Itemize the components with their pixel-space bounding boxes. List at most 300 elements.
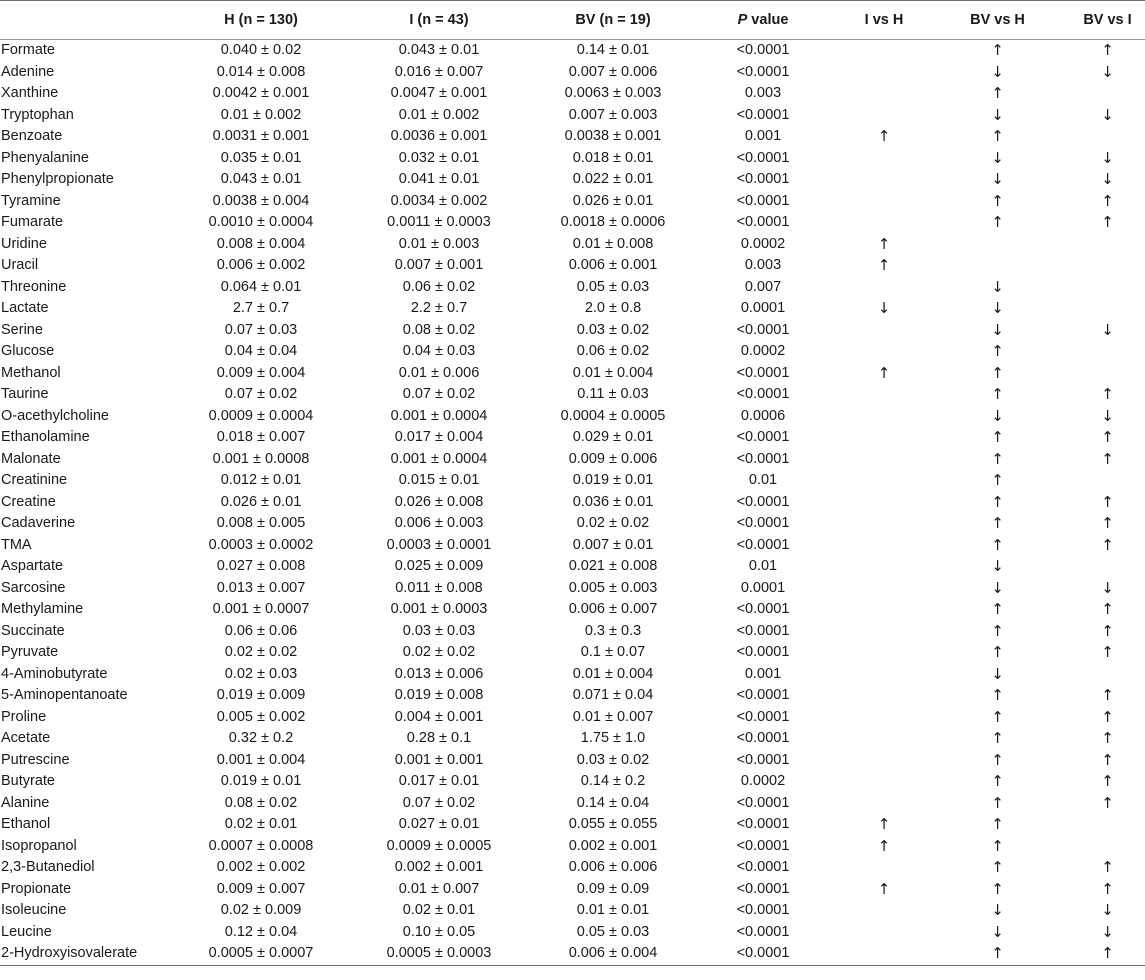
group-i-value: 0.013 ± 0.006 <box>394 665 484 682</box>
group-i-value: 0.017 ± 0.01 <box>398 773 480 789</box>
table-row <box>0 943 1145 965</box>
i-vs-h-arrow: ↑ <box>877 879 891 898</box>
group-bv-value: 0.055 ± 0.055 <box>568 816 658 832</box>
group-i-value: 0.017 ± 0.004 <box>394 429 484 445</box>
group-i-value: 0.002 ± 0.001 <box>394 859 484 875</box>
p-value: 0.001 <box>744 665 782 682</box>
i-vs-h-arrow <box>828 943 940 965</box>
metabolite-name: 2,3-Butanediol <box>1 859 95 875</box>
bv-vs-h-arrow: ↑ <box>991 428 1004 446</box>
i-vs-h-arrow <box>828 728 940 750</box>
table-row <box>0 298 1145 320</box>
p-value: <0.0001 <box>736 601 790 617</box>
group-i-value: 0.04 ± 0.03 <box>402 343 476 359</box>
i-vs-h-arrow <box>828 384 940 406</box>
p-value: <0.0001 <box>736 536 790 553</box>
bv-vs-i-arrow: ↑ <box>1101 449 1114 468</box>
bv-vs-i-arrow: ↑ <box>1101 729 1114 747</box>
group-h-value: 0.0007 ± 0.0008 <box>208 837 314 854</box>
metabolite-name: Serine <box>1 321 43 338</box>
group-i-value: 0.001 ± 0.0004 <box>390 450 488 467</box>
bv-vs-h-arrow: ↑ <box>991 471 1004 489</box>
bv-vs-h-arrow: ↑ <box>991 600 1004 618</box>
p-value: 0.0002 <box>740 773 786 789</box>
table-row <box>0 191 1145 213</box>
table-row <box>0 470 1145 492</box>
group-i-value: 0.0011 ± 0.0003 <box>387 214 491 230</box>
i-vs-h-arrow <box>828 685 940 707</box>
i-vs-h-arrow <box>828 513 940 535</box>
group-h-value: 0.001 ± 0.0008 <box>212 450 310 467</box>
table-row <box>0 449 1145 471</box>
bv-vs-i-arrow <box>1055 470 1145 492</box>
bv-vs-i-arrow: ↓ <box>1101 406 1114 425</box>
table-row <box>0 836 1145 858</box>
group-h-value: 0.040 ± 0.02 <box>220 42 302 58</box>
group-i-value: 0.004 ± 0.001 <box>394 708 484 725</box>
group-bv-value: 0.005 ± 0.003 <box>568 579 658 596</box>
bv-vs-i-arrow: ↓ <box>1101 578 1114 597</box>
i-vs-h-arrow <box>828 664 940 686</box>
bv-vs-h-arrow: ↓ <box>991 901 1004 919</box>
metabolite-name: Phenyalanine <box>1 149 89 166</box>
i-vs-h-arrow <box>828 169 940 191</box>
group-i-value: 0.027 ± 0.01 <box>398 816 480 832</box>
group-h-value: 0.009 ± 0.007 <box>216 880 306 897</box>
bv-vs-i-arrow: ↑ <box>1101 707 1114 726</box>
table-row <box>0 707 1145 729</box>
group-h-value: 0.012 ± 0.01 <box>220 472 302 488</box>
p-value: <0.0001 <box>736 149 790 166</box>
table-row <box>0 169 1145 191</box>
table-row <box>0 685 1145 707</box>
i-vs-h-arrow <box>828 492 940 514</box>
bv-vs-h-arrow: ↓ <box>991 922 1004 941</box>
metabolite-name: Butyrate <box>1 773 55 789</box>
bv-vs-i-arrow: ↑ <box>1101 793 1114 812</box>
p-value: 0.0006 <box>740 407 786 424</box>
group-h-value: 0.02 ± 0.03 <box>224 665 298 682</box>
metabolite-name: O-acethylcholine <box>1 407 109 424</box>
i-vs-h-arrow <box>828 341 940 363</box>
bv-vs-h-arrow: ↑ <box>991 535 1004 554</box>
group-h-value: 0.013 ± 0.007 <box>216 579 306 596</box>
p-value: <0.0001 <box>736 751 790 768</box>
group-bv-value: 0.0004 ± 0.0005 <box>560 407 666 424</box>
metabolite-name: Glucose <box>1 343 55 359</box>
bv-vs-h-arrow: ↑ <box>991 385 1004 403</box>
group-bv-value: 0.026 ± 0.01 <box>572 192 654 209</box>
group-bv-value: 0.03 ± 0.02 <box>576 751 650 768</box>
i-vs-h-arrow <box>828 277 940 299</box>
p-value: 0.0001 <box>740 300 786 316</box>
p-value: <0.0001 <box>736 42 790 58</box>
i-vs-h-arrow <box>828 599 940 621</box>
table-row <box>0 750 1145 772</box>
bv-vs-h-arrow: ↑ <box>991 729 1004 747</box>
group-i-value: 0.02 ± 0.02 <box>402 644 476 660</box>
i-vs-h-arrow <box>828 556 940 578</box>
group-h-value: 0.027 ± 0.008 <box>216 558 306 574</box>
group-bv-value: 0.0038 ± 0.001 <box>564 128 662 144</box>
group-h-value: 0.0010 ± 0.0004 <box>208 214 314 230</box>
group-h-value: 0.08 ± 0.02 <box>224 794 298 811</box>
table-row <box>0 793 1145 815</box>
bv-vs-i-arrow: ↑ <box>1101 492 1114 511</box>
bv-vs-h-arrow: ↑ <box>991 793 1004 812</box>
bv-vs-h-arrow: ↓ <box>991 170 1004 188</box>
metabolite-name: Phenylpropionate <box>1 171 114 187</box>
table-row <box>0 513 1145 535</box>
bv-vs-h-arrow: ↓ <box>991 406 1004 425</box>
table-row <box>0 212 1145 234</box>
bv-vs-h-arrow: ↑ <box>991 858 1004 876</box>
p-value: <0.0001 <box>736 63 790 80</box>
bv-vs-h-arrow: ↑ <box>991 707 1004 726</box>
bv-vs-h-arrow: ↓ <box>991 664 1004 683</box>
bv-vs-i-arrow <box>1055 255 1145 277</box>
table-header <box>0 1 1145 40</box>
i-vs-h-arrow <box>828 771 940 793</box>
p-value: <0.0001 <box>736 687 790 703</box>
i-vs-h-arrow <box>828 621 940 643</box>
bv-vs-i-arrow: ↑ <box>1101 858 1114 876</box>
bv-vs-h-arrow <box>940 255 1055 277</box>
bv-vs-i-arrow: ↑ <box>1101 750 1114 769</box>
group-h-value: 0.064 ± 0.01 <box>220 278 302 295</box>
table-row <box>0 599 1145 621</box>
metabolite-name: Isopropanol <box>1 837 77 854</box>
bv-vs-i-arrow: ↑ <box>1101 643 1114 661</box>
p-value: <0.0001 <box>736 644 790 660</box>
header-p-italic: P <box>737 12 748 28</box>
table-row <box>0 148 1145 170</box>
bv-vs-h-arrow: ↑ <box>991 643 1004 661</box>
table-row <box>0 728 1145 750</box>
bv-vs-h-arrow: ↑ <box>991 213 1004 231</box>
table-row <box>0 406 1145 428</box>
i-vs-h-arrow <box>828 212 940 234</box>
group-i-value: 0.02 ± 0.01 <box>402 902 476 918</box>
group-h-value: 0.035 ± 0.01 <box>220 149 302 166</box>
metabolite-name: Putrescine <box>1 751 70 768</box>
i-vs-h-arrow: ↑ <box>877 836 891 855</box>
metabolite-name: Taurine <box>1 386 49 402</box>
table-row <box>0 771 1145 793</box>
group-i-value: 0.0036 ± 0.001 <box>390 128 488 144</box>
group-i-value: 0.007 ± 0.001 <box>394 257 484 273</box>
group-i-value: 0.0034 ± 0.002 <box>390 192 488 209</box>
group-h-value: 0.009 ± 0.004 <box>216 364 306 381</box>
table-row <box>0 578 1145 600</box>
group-bv-value: 0.06 ± 0.02 <box>576 343 650 359</box>
group-i-value: 0.001 ± 0.0004 <box>390 407 488 424</box>
i-vs-h-arrow <box>828 62 940 84</box>
metabolite-name: Methanol <box>1 364 61 381</box>
p-value: <0.0001 <box>736 493 790 510</box>
p-value: 0.0002 <box>740 343 786 359</box>
group-h-value: 0.32 ± 0.2 <box>228 730 294 746</box>
group-h-value: 0.12 ± 0.04 <box>224 923 298 940</box>
group-i-value: 0.019 ± 0.008 <box>394 687 484 703</box>
bv-vs-h-arrow: ↓ <box>991 320 1004 339</box>
metabolite-name: Cadaverine <box>1 515 76 531</box>
bv-vs-i-arrow: ↑ <box>1101 600 1114 618</box>
group-bv-value: 0.05 ± 0.03 <box>576 923 650 940</box>
group-bv-value: 0.0018 ± 0.0006 <box>560 214 666 230</box>
bv-vs-i-arrow <box>1055 556 1145 578</box>
group-h-value: 0.019 ± 0.009 <box>216 687 306 703</box>
bv-vs-i-arrow: ↑ <box>1101 686 1114 704</box>
bv-vs-i-arrow: ↓ <box>1101 922 1114 941</box>
bv-vs-i-arrow: ↑ <box>1101 772 1114 790</box>
p-value: <0.0001 <box>736 730 790 746</box>
i-vs-h-arrow <box>828 922 940 944</box>
group-i-value: 0.026 ± 0.008 <box>394 493 484 510</box>
p-value: <0.0001 <box>736 923 790 940</box>
i-vs-h-arrow <box>828 449 940 471</box>
metabolite-name: Uridine <box>1 235 47 252</box>
bv-vs-h-arrow: ↓ <box>991 557 1004 575</box>
group-bv-value: 0.09 ± 0.09 <box>576 880 650 897</box>
group-bv-value: 2.0 ± 0.8 <box>584 300 642 316</box>
bv-vs-i-arrow <box>1055 814 1145 836</box>
metabolite-name: Isoleucine <box>1 902 67 918</box>
bv-vs-h-arrow: ↓ <box>991 62 1004 81</box>
group-i-value: 0.01 ± 0.007 <box>398 880 480 897</box>
p-value: 0.01 <box>748 558 778 574</box>
p-value: <0.0001 <box>736 945 790 961</box>
group-h-value: 0.006 ± 0.002 <box>216 257 306 273</box>
bv-vs-i-arrow <box>1055 126 1145 148</box>
header-group-i: I (n = 43) <box>409 12 469 28</box>
group-h-value: 0.04 ± 0.04 <box>224 343 298 359</box>
table-row <box>0 621 1145 643</box>
group-i-value: 0.07 ± 0.02 <box>402 794 476 811</box>
i-vs-h-arrow: ↑ <box>877 815 891 833</box>
group-i-value: 0.10 ± 0.05 <box>402 923 476 940</box>
table-row <box>0 62 1145 84</box>
metabolite-name: Xanthine <box>1 85 59 101</box>
group-i-value: 0.0005 ± 0.0003 <box>386 945 492 961</box>
group-bv-value: 0.1 ± 0.07 <box>580 644 646 660</box>
group-i-value: 0.01 ± 0.003 <box>398 235 480 252</box>
metabolite-name: Pyruvate <box>1 644 59 660</box>
metabolite-name: Uracil <box>1 257 39 273</box>
header-p-rest: value <box>747 12 789 28</box>
group-h-value: 0.0042 ± 0.001 <box>212 85 310 101</box>
group-i-value: 0.015 ± 0.01 <box>398 472 480 488</box>
bv-vs-h-arrow: ↑ <box>991 815 1004 833</box>
bv-vs-i-arrow <box>1055 298 1145 320</box>
group-bv-value: 0.3 ± 0.3 <box>584 622 642 639</box>
table-row <box>0 83 1145 105</box>
group-bv-value: 0.007 ± 0.01 <box>572 536 654 553</box>
header-bv-vs-h: BV vs H <box>970 12 1025 28</box>
metabolite-name: Creatine <box>1 493 56 510</box>
table-row <box>0 277 1145 299</box>
bv-vs-h-arrow: ↑ <box>991 686 1004 704</box>
metabolite-name: Benzoate <box>1 128 63 144</box>
bv-vs-i-arrow <box>1055 277 1145 299</box>
group-i-value: 0.0003 ± 0.0001 <box>386 536 492 553</box>
p-value: <0.0001 <box>736 321 790 338</box>
group-h-value: 0.018 ± 0.007 <box>216 429 306 445</box>
group-i-value: 0.043 ± 0.01 <box>398 42 480 58</box>
table-row <box>0 40 1145 62</box>
metabolite-name: Leucine <box>1 923 52 940</box>
header-p-value <box>698 1 828 40</box>
metabolite-name: Malonate <box>1 450 61 467</box>
group-bv-value: 0.01 ± 0.008 <box>572 235 654 252</box>
bv-vs-i-arrow: ↑ <box>1101 191 1114 210</box>
p-value: <0.0001 <box>736 880 790 897</box>
p-value: 0.007 <box>744 278 782 295</box>
p-value: <0.0001 <box>736 171 790 187</box>
metabolite-name: Succinate <box>1 622 65 639</box>
group-i-value: 2.2 ± 0.7 <box>410 300 468 316</box>
group-h-value: 0.06 ± 0.06 <box>224 622 298 639</box>
group-i-value: 0.0009 ± 0.0005 <box>386 837 492 854</box>
group-i-value: 0.01 ± 0.006 <box>398 364 480 381</box>
bv-vs-i-arrow: ↑ <box>1101 879 1114 898</box>
bv-vs-h-arrow: ↑ <box>991 836 1004 855</box>
p-value: <0.0001 <box>736 816 790 832</box>
i-vs-h-arrow <box>828 857 940 879</box>
p-value: 0.01 <box>748 472 778 488</box>
group-h-value: 0.07 ± 0.03 <box>224 321 298 338</box>
bv-vs-i-arrow: ↓ <box>1101 901 1114 919</box>
group-bv-value: 0.018 ± 0.01 <box>572 149 654 166</box>
bv-vs-i-arrow: ↑ <box>1101 385 1114 403</box>
p-value: <0.0001 <box>736 859 790 875</box>
i-vs-h-arrow <box>828 191 940 213</box>
bv-vs-i-arrow: ↑ <box>1101 213 1114 231</box>
bv-vs-h-arrow: ↑ <box>991 750 1004 769</box>
table-row <box>0 341 1145 363</box>
table-row <box>0 664 1145 686</box>
metabolite-name: Aspartate <box>1 558 64 574</box>
metabolite-name: Tyramine <box>1 192 61 209</box>
table-row <box>0 234 1145 256</box>
bv-vs-h-arrow: ↑ <box>991 621 1004 640</box>
metabolite-name: Propionate <box>1 880 72 897</box>
table-row <box>0 363 1145 385</box>
bv-vs-h-arrow: ↑ <box>991 191 1004 210</box>
bv-vs-i-arrow: ↑ <box>1101 621 1114 640</box>
group-h-value: 0.019 ± 0.01 <box>220 773 302 789</box>
p-value: <0.0001 <box>736 794 790 811</box>
group-i-value: 0.08 ± 0.02 <box>402 321 476 338</box>
p-value: 0.003 <box>744 85 782 101</box>
group-h-value: 0.0009 ± 0.0004 <box>208 407 314 424</box>
p-value: <0.0001 <box>736 837 790 854</box>
group-h-value: 0.026 ± 0.01 <box>220 493 302 510</box>
group-bv-value: 1.75 ± 1.0 <box>580 730 646 746</box>
i-vs-h-arrow <box>828 470 940 492</box>
i-vs-h-arrow <box>828 578 940 600</box>
p-value: 0.003 <box>744 257 782 273</box>
group-h-value: 0.0031 ± 0.001 <box>212 128 310 144</box>
i-vs-h-arrow: ↑ <box>877 127 891 145</box>
group-i-value: 0.041 ± 0.01 <box>398 171 480 187</box>
i-vs-h-arrow <box>828 83 940 105</box>
group-h-value: 2.7 ± 0.7 <box>232 300 290 316</box>
group-i-value: 0.001 ± 0.001 <box>394 751 484 768</box>
metabolite-name: Tryptophan <box>1 106 74 123</box>
metabolite-name: Sarcosine <box>1 579 66 596</box>
group-h-value: 0.07 ± 0.02 <box>224 386 298 402</box>
group-bv-value: 0.006 ± 0.001 <box>568 257 658 273</box>
bv-vs-i-arrow: ↑ <box>1101 428 1114 446</box>
metabolite-name: 2-Hydroxyisovalerate <box>1 945 138 961</box>
group-i-value: 0.07 ± 0.02 <box>402 386 476 402</box>
group-i-value: 0.28 ± 0.1 <box>406 730 472 746</box>
group-i-value: 0.025 ± 0.009 <box>394 558 484 574</box>
metabolite-name: Adenine <box>1 63 55 80</box>
table-row <box>0 384 1145 406</box>
p-value: <0.0001 <box>736 364 790 381</box>
bv-vs-h-arrow <box>940 234 1055 256</box>
group-h-value: 0.002 ± 0.002 <box>216 859 306 875</box>
bv-vs-i-arrow <box>1055 234 1145 256</box>
metabolite-name: Ethanolamine <box>1 429 90 445</box>
header-group-h: H (n = 130) <box>224 12 298 28</box>
header-group-bv: BV (n = 19) <box>575 12 651 28</box>
p-value: <0.0001 <box>736 708 790 725</box>
bv-vs-h-arrow: ↑ <box>991 127 1004 145</box>
group-h-value: 0.02 ± 0.02 <box>224 644 298 660</box>
metabolite-name: Fumarate <box>1 214 64 230</box>
table-row <box>0 320 1145 342</box>
bv-vs-i-arrow: ↓ <box>1101 170 1114 188</box>
p-value: <0.0001 <box>736 902 790 918</box>
group-bv-value: 0.03 ± 0.02 <box>576 321 650 338</box>
group-i-value: 0.03 ± 0.03 <box>402 622 476 639</box>
table-row <box>0 642 1145 664</box>
group-bv-value: 0.14 ± 0.01 <box>576 42 650 58</box>
bv-vs-i-arrow <box>1055 341 1145 363</box>
group-i-value: 0.06 ± 0.02 <box>402 278 476 295</box>
bv-vs-h-arrow: ↓ <box>991 277 1004 296</box>
i-vs-h-arrow <box>828 535 940 557</box>
group-h-value: 0.005 ± 0.002 <box>216 708 306 725</box>
i-vs-h-arrow <box>828 900 940 922</box>
group-h-value: 0.02 ± 0.009 <box>220 902 302 918</box>
bv-vs-h-arrow: ↓ <box>991 148 1004 167</box>
group-bv-value: 0.006 ± 0.007 <box>568 601 658 617</box>
i-vs-h-arrow <box>828 707 940 729</box>
p-value: 0.001 <box>744 128 782 144</box>
group-bv-value: 0.029 ± 0.01 <box>572 429 654 445</box>
bv-vs-h-arrow: ↑ <box>991 944 1004 962</box>
table-row <box>0 922 1145 944</box>
group-h-value: 0.01 ± 0.002 <box>220 106 302 123</box>
p-value: 0.0002 <box>740 235 786 252</box>
table-row <box>0 126 1145 148</box>
group-bv-value: 0.002 ± 0.001 <box>568 837 658 854</box>
group-bv-value: 0.022 ± 0.01 <box>572 171 654 187</box>
header-metabolite <box>0 1 172 40</box>
bv-vs-h-arrow: ↑ <box>991 879 1004 898</box>
group-bv-value: 0.009 ± 0.006 <box>568 450 658 467</box>
i-vs-h-arrow <box>828 40 940 62</box>
bv-vs-h-arrow: ↑ <box>991 84 1004 102</box>
bv-vs-h-arrow: ↓ <box>991 578 1004 597</box>
bv-vs-i-arrow: ↑ <box>1101 41 1114 59</box>
bv-vs-h-arrow: ↑ <box>991 342 1004 360</box>
header-bv-vs-i: BV vs I <box>1083 12 1132 28</box>
